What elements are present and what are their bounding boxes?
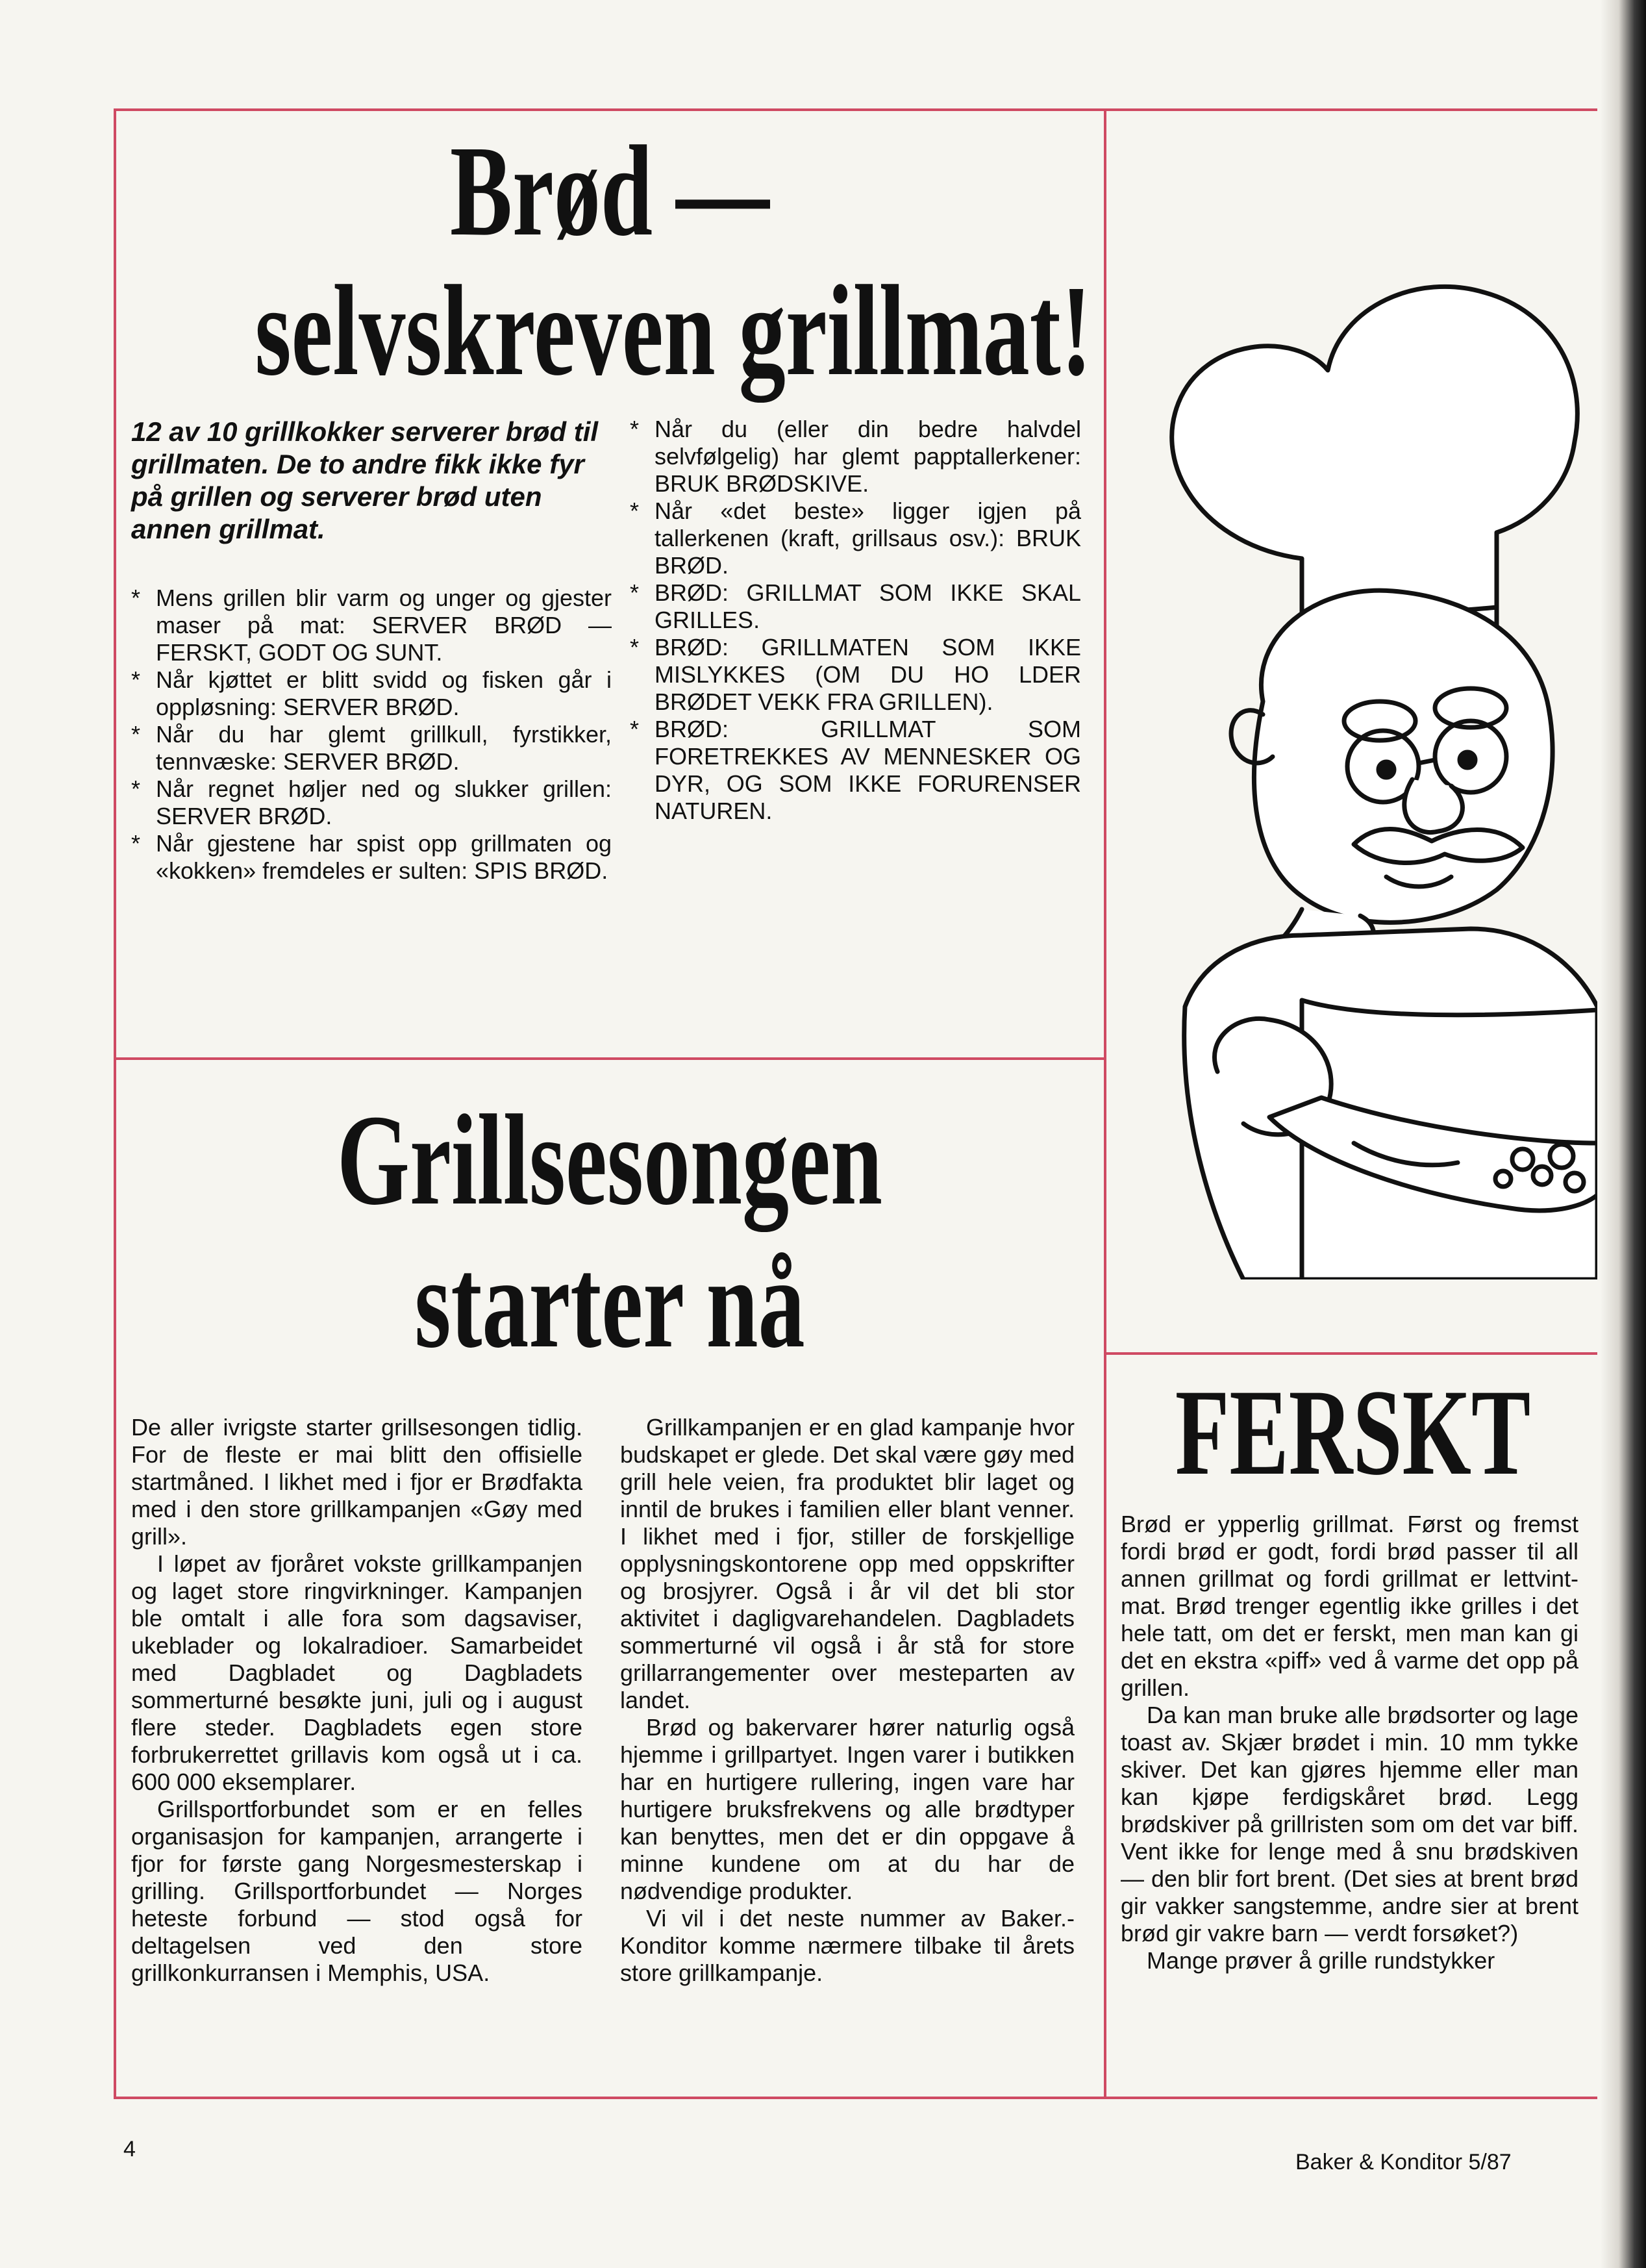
article-ferskt bbox=[1106, 1355, 1597, 2095]
paragraph: I løpet av fjoråret vokste grillkampanjen og laget store ringvirkninger. Kampanjen ble omtalt i alle fora som dagsaviser, ukeblader og lokalradioer. Samarbeidet med Dagbladet og Dagbladets sommerturné besøkte juni, juli og i august flere steder. Dagbladets egen store forbrukerrettet grillavis kom også ut i ca. 600 000 eksemplarer. bbox=[131, 1550, 582, 1795]
paragraph: De aller ivrigste starter grillsesongen tidlig. For de fleste er mai blitt den offisielle startmåned. I likhet med i fjor er Brødfakta med i den store grillkampanjen «Gøy med grill». bbox=[131, 1414, 582, 1550]
chef-nose bbox=[1404, 779, 1463, 833]
article-bread-grillfood bbox=[117, 110, 1103, 1055]
page-number: 4 bbox=[123, 2137, 136, 2161]
article3-column bbox=[1121, 1511, 1578, 1974]
headline-grillsesongen: Grillsesongen bbox=[336, 1089, 883, 1232]
list-item: * Når du har glemt grillkull, fyrstikker, tennvæske: SERVER BRØD. bbox=[131, 721, 612, 775]
article-grill-season bbox=[117, 1060, 1103, 2096]
paragraph: Brød er ypperlig grillmat. Først og fremst fordi brød er godt, fordi brød passer til all annen grillmat og fordi grillmat er lettvint-mat. Brød trenger egentlig ikke grilles i det hele tatt, om det er ferskt, men man kan gi det en ekstra «piff» ved å varme det opp på grillen. bbox=[1121, 1511, 1578, 1701]
page-edge-shadow bbox=[1601, 0, 1646, 2268]
article2-column-1 bbox=[131, 1414, 582, 1987]
paragraph: Grillsportforbundet som er en felles organisasjon for kampanjen, arrangerte i fjor for første gang Norgesmesterskap i grilling. Grillsportforbundet — Norges heteste forbund — stod også for deltagelsen ved den store grillkonkurransen i Memphis, USA. bbox=[131, 1796, 582, 1986]
list-item: * Når gjestene har spist opp grillmaten og «kokken» fremdeles er sulten: SPIS BRØD. bbox=[131, 830, 612, 885]
bullet-list-right bbox=[630, 416, 1081, 825]
headline-ferskt: FERSKT bbox=[1175, 1365, 1531, 1501]
paragraph: Grillkampanjen er en glad kampanje hvor budskapet er glede. Det skal være gøy med grill hele veien, fra produktet blir laget og inntil de brukes i familien eller blant venner. I likhet med i fjor, stiller de forskjellige opplysningskontorene opp med oppskrifter og brosjyrer. Også i år vil det bli stor aktivitet i dagligvarehandelen. Dagbladets sommerturné vil også i år stå for store grillarrangementer over mesteparten av landet. bbox=[620, 1414, 1075, 1713]
footer-publication: Baker & Konditor 5/87 bbox=[1295, 2150, 1512, 2174]
headline-selvskreven-grillmat: selvskreven grillmat! bbox=[255, 259, 1092, 403]
paragraph: Da kan man bruke alle brødsorter og lage toast av. Skjær brødet i min. 10 mm tykke skiver. Det kan gjøres hjemme eller man kan kjøpe ferdigskåret brød. Legg brødskiver på grillristen som om det var biff. Vent ikke for lenge med å snu brødskiven — den blir fort brent. (Det sies at brent brød gir vakker sangstemme, andre sier at brent brød gir vakre barn — verdt forsøket?) bbox=[1121, 1702, 1578, 1947]
paragraph: Brød og bakervarer hører naturlig også hjemme i grillpartyet. Ingen varer i butikken har en hurtigere rullering, ingen vare har hurtigere bruksfrekvens og alle brødtyper kan benyttes, men det er din oppgave å minne kundene om at du har de nødvendige produkter. bbox=[620, 1714, 1075, 1904]
chef-illustration bbox=[1107, 208, 1597, 1279]
list-item: * Når du (eller din bedre halvdel selvfølgelig) har glemt papptallerkener: BRUK BRØDSKIVE. bbox=[630, 416, 1081, 498]
list-item: * Når regnet høljer ned og slukker grillen: SERVER BRØD. bbox=[131, 775, 612, 830]
article1-lead: 12 av 10 grillkokker serverer brød til grillmaten. De to andre fikk ikke fyr på grillen og serverer brød uten annen grillmat. bbox=[131, 416, 599, 544]
list-item: * Når «det beste» ligger igjen på tallerkenen (kraft, grillsaus osv.): BRUK BRØD. bbox=[630, 498, 1081, 579]
article2-column-2 bbox=[620, 1414, 1075, 1987]
paragraph: Vi vil i det neste nummer av Baker.-Konditor komme nærmere tilbake til årets store grillkampanje. bbox=[620, 1905, 1075, 1986]
bullet-list-left bbox=[131, 585, 612, 885]
article1-right-column bbox=[630, 416, 1081, 825]
headline-brod: Brød — bbox=[449, 120, 770, 263]
list-item: * BRØD: GRILLMAT SOM FORETREKKES AV MENNESKER OG DYR, OG SOM IKKE FORURENSER NATUREN. bbox=[630, 716, 1081, 825]
frame-bottom-rule bbox=[114, 2097, 1597, 2099]
list-item: * Mens grillen blir varm og unger og gjester maser på mat: SERVER BRØD — FERSKT, GODT OG SUNT. bbox=[131, 585, 612, 666]
paragraph: Mange prøver å grille rundstykker bbox=[1147, 1947, 1495, 1974]
list-item: * Når kjøttet er blitt svidd og fisken går i oppløsning: SERVER BRØD. bbox=[131, 666, 612, 721]
list-item: * BRØD: GRILLMATEN SOM IKKE MISLYKKES (OM DU HO LDER BRØDET VEKK FRA GRILLEN). bbox=[630, 634, 1081, 716]
frame-left-rule bbox=[114, 108, 116, 2099]
list-item: * BRØD: GRILLMAT SOM IKKE SKAL GRILLES. bbox=[630, 579, 1081, 634]
article1-left-column bbox=[131, 416, 612, 885]
headline-starter-na: starter nå bbox=[414, 1231, 805, 1375]
